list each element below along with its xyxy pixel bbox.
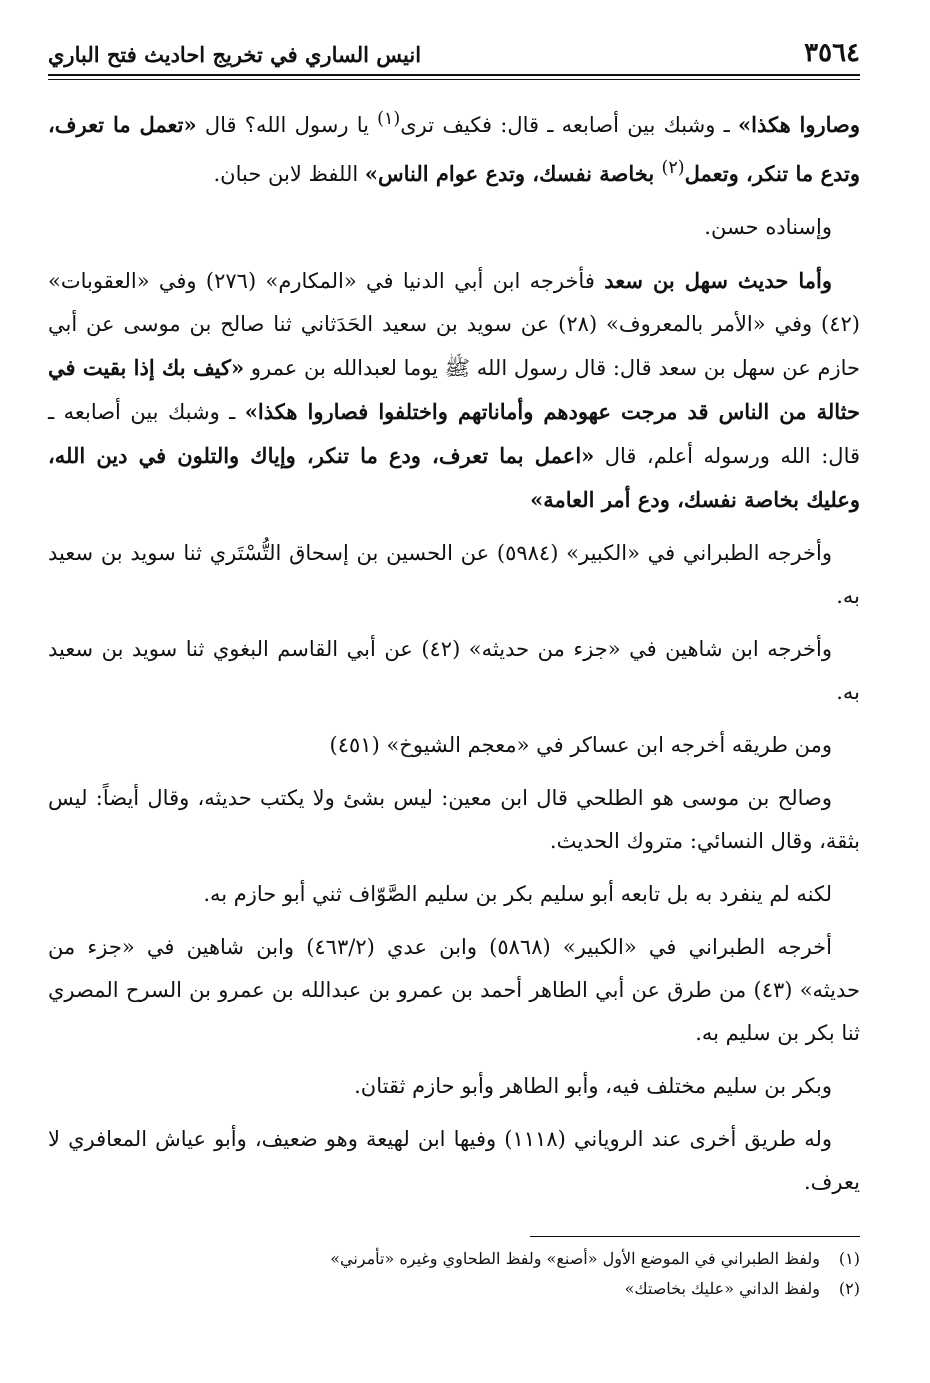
paragraph <box>48 926 860 1055</box>
text-segment: اللفظ لابن حبان. <box>213 162 365 186</box>
footnote <box>200 1274 860 1304</box>
text-segment: «تعمل ما تعرف، وتدع ما تنكر، وتعمل <box>48 112 860 186</box>
text-segment: ـ وشبك بين أصابعه ـ قال: فكيف ترى <box>400 113 738 137</box>
paragraph <box>48 259 860 522</box>
footnote-number: (٢) <box>838 1279 860 1298</box>
text-segment: وأخرجه ابن شاهين في «جزء من حديثه» (٤٢) عن أبي القاسم البغوي ثنا سويد بن سعيد به. <box>48 637 860 704</box>
footnote-text: ولفظ الداني «عليك بخاصتك» <box>624 1279 820 1298</box>
page-number: ٣٥٦٤ <box>804 38 860 68</box>
paragraph <box>48 1065 860 1108</box>
header-rule <box>48 79 860 80</box>
paragraph <box>48 206 860 249</box>
text-segment: وإسناده حسن. <box>704 215 832 239</box>
paragraph <box>48 532 860 618</box>
text-segment: وبكر بن سليم مختلف فيه، وأبو الطاهر وأبو حازم ثقتان. <box>354 1074 832 1098</box>
text-segment: فأخرجه ابن أبي الدنيا في «المكارم» (٢٧٦) وفي «العقوبات» (٤٢) وفي «الأمر بالمعروف» (٢٨) عن سويد بن سعيد الحَدَثاني ثنا صالح بن موسى عن أبي حازم عن سهل بن سعد قال: قال رسول الله ﷺ يوما لعبدالله بن عمرو <box>48 269 860 380</box>
paragraph <box>48 873 860 916</box>
text-segment: ـ وشبك بين أصابعه ـ قال: الله ورسوله أعلم، قال <box>48 400 861 468</box>
footnote-separator <box>530 1236 860 1237</box>
text-segment: «كيف بك إذا بقيت في حثالة من الناس قد مرجت عهودهم وأماناتهم واختلفوا فصاروا هكذا» <box>48 355 860 424</box>
text-segment: لكنه لم ينفرد به بل تابعه أبو سليم بكر بن سليم الصَّوّاف ثني أبو حازم به. <box>203 882 832 906</box>
text-segment: بخاصة نفسك، وتدع عوام الناس» <box>364 161 662 186</box>
text-segment: وصالح بن موسى هو الطلحي قال ابن معين: ليس بشئ ولا يكتب حديثه، وقال أيضاً: ليس بثقة، وقال النسائي: متروك الحديث. <box>48 786 860 853</box>
paragraph <box>48 98 860 196</box>
text-segment: أخرجه الطبراني في «الكبير» (٥٨٦٨) وابن عدي (٤٦٣/٢) وابن شاهين في «جزء من حديثه» (٤٣) من طرق عن أبي الطاهر أحمد بن عمرو بن عبدالله بن عمرو بن السرح المصري ثنا بكر بن سليم به. <box>48 935 860 1045</box>
paragraph <box>48 777 860 863</box>
text-segment: وأخرجه الطبراني في «الكبير» (٥٩٨٤) عن الحسين بن إسحاق التُّسْتَري ثنا سويد بن سعيد به. <box>48 541 860 608</box>
footnote <box>200 1244 860 1274</box>
footnote-marker: (٢) <box>661 158 685 178</box>
paragraph <box>48 724 860 767</box>
text-segment: «اعمل بما تعرف، ودع ما تنكر، وإياك والتلون في دين الله، وعليك بخاصة نفسك، ودع أمر العامة» <box>48 443 860 512</box>
text-segment: وأما حديث سهل بن سعد <box>604 268 832 293</box>
text-segment: وصاروا هكذا» <box>737 112 860 137</box>
footnote-text: ولفظ الطبراني في الموضع الأول «أصنع» ولفظ الطحاوي وغيره «تأمرني» <box>330 1249 820 1268</box>
running-header <box>48 36 860 76</box>
footnotes <box>200 1244 860 1304</box>
paragraph <box>48 1118 860 1204</box>
main-text <box>48 98 860 1214</box>
footnote-number: (١) <box>838 1249 860 1268</box>
text-segment: يا رسول الله؟ قال <box>196 113 378 137</box>
paragraph <box>48 628 860 714</box>
footnote-marker: (١) <box>377 109 401 129</box>
text-segment: ومن طريقه أخرجه ابن عساكر في «معجم الشيوخ» (٤٥١) <box>329 733 832 757</box>
book-title: انيس الساري في تخريج احاديث فتح الباري <box>48 42 422 67</box>
text-segment: وله طريق أخرى عند الروياني (١١١٨) وفيها ابن لهيعة وهو ضعيف، وأبو عياش المعافري لا يعرف. <box>48 1127 860 1194</box>
